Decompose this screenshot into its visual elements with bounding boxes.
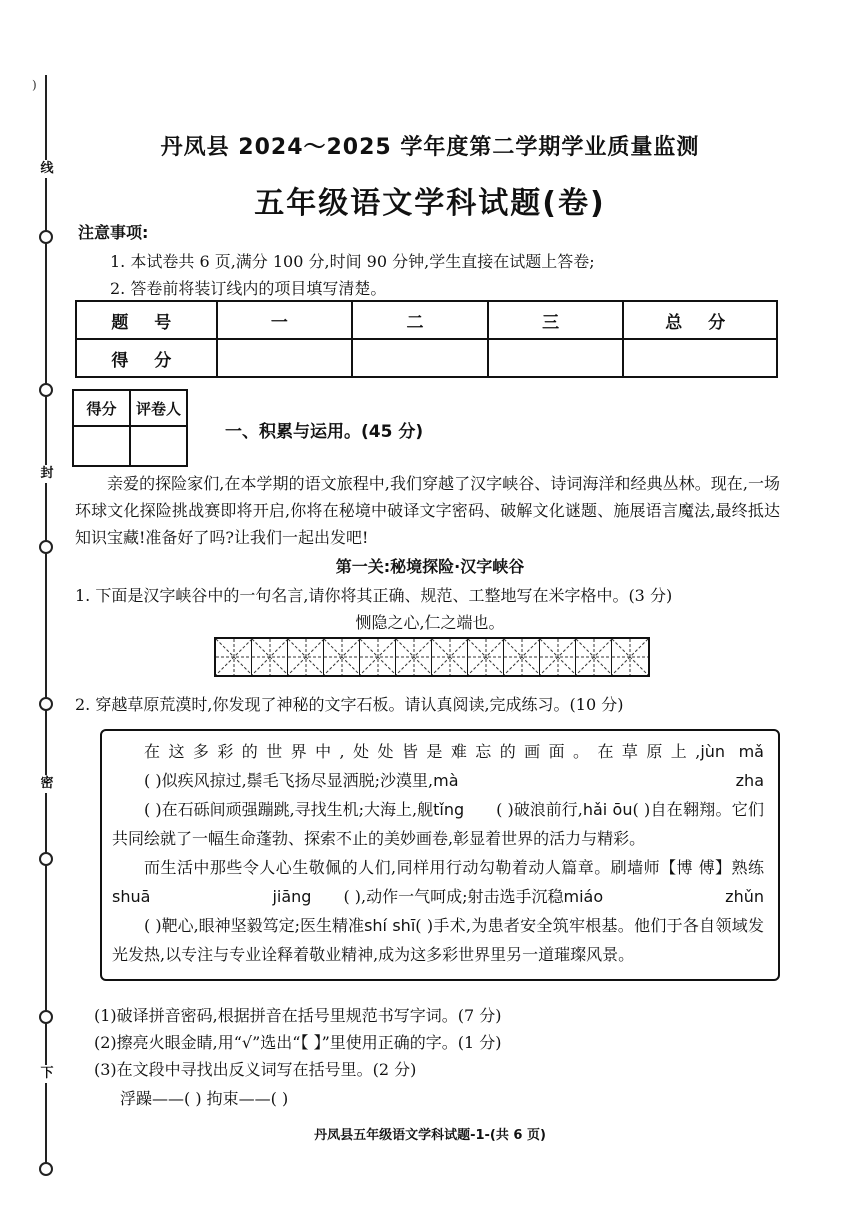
mi-character-grid — [214, 637, 650, 677]
notice-item: 2. 答卷前将装订线内的项目填写清楚。 — [110, 279, 387, 298]
score-input-cell[interactable] — [217, 339, 353, 377]
mi-grid-cell[interactable] — [252, 639, 288, 675]
page-footer: 丹凤县五年级语文学科试题-1-(共 6 页) — [314, 1128, 546, 1143]
binding-hole — [39, 1162, 53, 1176]
answer-blank[interactable]: ( ),动作一气呵成;射击选手沉稳 — [343, 887, 564, 906]
stone-tablet-passage — [100, 729, 780, 981]
sub-question-2: (2)擦亮火眼金睛,用“√”选出“【 】”里使用正确的字。(1 分) — [94, 1033, 502, 1052]
binding-char-xia: 下 — [38, 1065, 56, 1083]
passage-paragraph: 而生活中那些令人心生敬佩的人们,同样用行动勾勒着动人篇章。刷墙师【博 傅】熟练shuā jiāng ( ),动作一气呵成;射击选手沉稳miáo zhǔn( )靶心,眼神坚毅笃定;医生精准shí shī( )手术,为患者安全筑牢根基。他们于各自领域发光发热,以专注与专业诠释着敬业精神,成为这多彩世界里另一道璀璨风景。 — [112, 858, 764, 964]
question-2: 2. 穿越草原荒漠时,你发现了神秘的文字石板。请认真阅读,完成练习。(10 分) — [75, 695, 624, 714]
score-header-cell: 三 — [488, 301, 624, 339]
score-row-label: 得 分 — [76, 339, 217, 377]
mi-grid-cell[interactable] — [540, 639, 576, 675]
mi-grid-cell[interactable] — [396, 639, 432, 675]
mi-grid-cell[interactable] — [612, 639, 648, 675]
binding-mark: ) — [32, 78, 37, 92]
binding-hole — [39, 230, 53, 244]
answer-blank[interactable]: ( )自在翱翔。它们共同绘就了一幅生命蓬勃、探索不止的美妙画卷,彰显着世界的活力与精彩。 — [112, 800, 764, 848]
grader-score-label: 得分 — [73, 390, 130, 426]
exam-subtitle: 丹凤县 2024～2025 学年度第二学期学业质量监测 — [160, 135, 700, 160]
pinyin-prompt: jùn mǎ — [700, 742, 764, 761]
answer-blank[interactable]: ( )在石砾间顽强蹦跳,寻找生机;大海上,舰 — [144, 800, 434, 819]
binding-char-xian: 线 — [38, 160, 56, 178]
mi-grid-cell[interactable] — [324, 639, 360, 675]
score-header-cell: 总 分 — [623, 301, 777, 339]
binding-hole — [39, 383, 53, 397]
score-input-cell[interactable] — [488, 339, 624, 377]
question-1: 1. 下面是汉字峡谷中的一句名言,请你将其正确、规范、工整地写在米字格中。(3 分) — [75, 586, 673, 605]
binding-hole — [39, 540, 53, 554]
answer-blank[interactable]: ( )似疾风掠过,鬃毛飞扬尽显洒脱;沙漠里, — [144, 771, 434, 790]
antonym-answers[interactable]: 浮躁——( ) 拘束——( ) — [120, 1089, 289, 1108]
exam-title: 五年级语文学科试题(卷) — [254, 186, 606, 221]
mi-grid-cell[interactable] — [288, 639, 324, 675]
section-title: 一、积累与运用。(45 分) — [225, 422, 424, 442]
pinyin-prompt: shí shī — [364, 916, 416, 935]
sub-question-3: (3)在文段中寻找出反义词写在括号里。(2 分) — [94, 1060, 417, 1079]
pinyin-prompt: shuā jiāng — [112, 887, 312, 906]
binding-hole — [39, 697, 53, 711]
mi-grid-cell[interactable] — [216, 639, 252, 675]
score-input-cell[interactable] — [623, 339, 777, 377]
mi-grid-cell[interactable] — [504, 639, 540, 675]
grader-name-input[interactable] — [130, 426, 187, 466]
score-header-cell: 题 号 — [76, 301, 217, 339]
section-intro: 亲爱的探险家们,在本学期的语文旅程中,我们穿越了汉字峡谷、诗词海洋和经典丛林。现在,一场环球文化探险挑战赛即将开启,你将在秘境中破译文字密码、破解文化谜题、施展语言魔法,最终抵达知识宝藏!准备好了吗?让我们一起出发吧! — [75, 474, 780, 547]
answer-blank[interactable]: ( )手术,为患者安全筑牢根基。他们于各自领域发光发热,以专注与专业诠释着敬业精神,成为这多彩世界里另一道璀璨风景。 — [112, 916, 764, 964]
notice-item: 1. 本试卷共 6 页,满分 100 分,时间 90 分钟,学生直接在试题上答卷; — [110, 252, 595, 271]
score-table — [75, 300, 778, 378]
score-input-cell[interactable] — [352, 339, 488, 377]
level-title: 第一关:秘境探险·汉字峡谷 — [335, 557, 525, 576]
score-header-cell: 一 — [217, 301, 353, 339]
answer-blank[interactable]: ( )靶心,眼神坚毅笃定;医生精准 — [144, 916, 365, 935]
sub-question-1: (1)破译拼音密码,根据拼音在括号里规范书写字词。(7 分) — [94, 1006, 502, 1025]
pinyin-prompt: tǐng — [433, 800, 465, 819]
binding-hole — [39, 1010, 53, 1024]
grader-score-input[interactable] — [73, 426, 130, 466]
pinyin-prompt: miáo zhǔn — [563, 887, 764, 906]
binding-char-feng: 封 — [38, 465, 56, 483]
binding-hole — [39, 852, 53, 866]
mi-grid-cell[interactable] — [468, 639, 504, 675]
score-header-cell: 二 — [352, 301, 488, 339]
mi-grid-cell[interactable] — [360, 639, 396, 675]
mi-grid-cell[interactable] — [432, 639, 468, 675]
passage-paragraph: 在这多彩的世界中,处处皆是难忘的画面。在草原上,jùn mǎ( )似疾风掠过,鬃毛飞扬尽显洒脱;沙漠里,mà zha( )在石砾间顽强蹦跳,寻找生机;大海上,舰tǐng ( )破浪前行,hǎi ōu( )自在翱翔。它们共同绘就了一幅生命蓬勃、探索不止的美妙画卷,彰显着世界的活力与精彩。 — [112, 742, 764, 848]
grader-table — [72, 389, 188, 467]
mi-grid-cell[interactable] — [576, 639, 612, 675]
answer-blank[interactable]: ( )破浪前行, — [496, 800, 583, 819]
grader-name-label: 评卷人 — [130, 390, 187, 426]
motto-text: 恻隐之心,仁之端也。 — [355, 613, 505, 632]
binding-char-mi: 密 — [38, 775, 56, 793]
pinyin-prompt: hǎi ōu — [582, 800, 633, 819]
pinyin-prompt: mà zha — [433, 771, 764, 790]
notice-title: 注意事项: — [78, 223, 149, 242]
